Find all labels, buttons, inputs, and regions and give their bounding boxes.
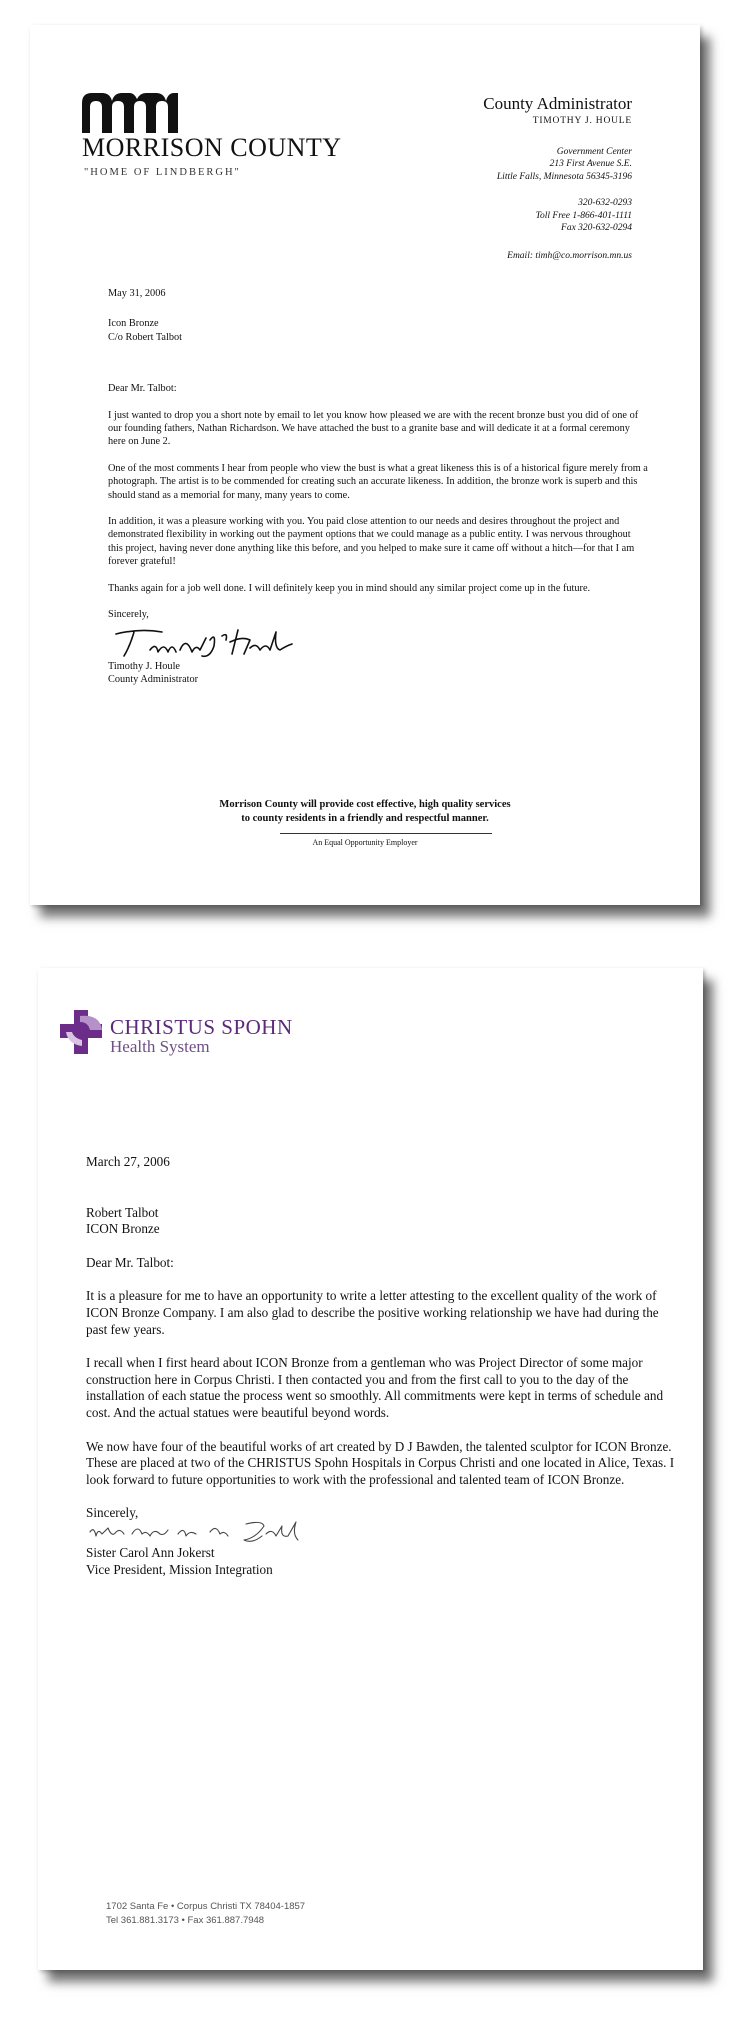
phone-line: Fax 320-632-0294 [561,223,632,234]
sender-phones [483,197,632,235]
closing: Sincerely, [86,1505,139,1521]
equal-opportunity-notice: An Equal Opportunity Employer [312,838,418,847]
paragraph: One of the most comments I hear from people who view the bust is what a great likeness this is of a historical figure merely from a photograph. The artist is to be commended for creating such an accurate likeness. In addition, the bronze work is superb and this should stand as a memorial for many, many years to come. [108,462,648,501]
letter-body [108,287,648,686]
letter-footer [106,1900,305,1928]
salutation: Dear Mr. Talbot: [86,1254,174,1270]
signer-name: Sister Carol Ann Jokerst [86,1544,215,1560]
divider [280,833,492,834]
paragraph: In addition, it was a pleasure working with you. You paid close attention to our needs and desires throughout the project and demonstrated flexibility in working out the payment options that we could manage as a public entity. I was nervous throughout this project, having never done anything like this before, and you helped to make sure it came off without a hitch—for that I am forever grateful! [108,516,635,568]
address-line: Little Falls, Minnesota 56345-3196 [496,171,632,182]
letterhead-contact [483,95,632,261]
county-tagline: "HOME OF LINDBERGH" [84,167,241,178]
christus-spohn-letter [38,968,703,1970]
phone-line: Toll Free 1-866-401-1111 [535,210,632,221]
organization-name: CHRISTUS SPOHN [110,1015,293,1039]
paragraph: It is a pleasure for me to have an opportunity to write a letter attesting to the excellent quality of the work of ICON Bronze Company. I am also glad to describe the positive working relationship we have had during the past few years. [86,1288,659,1337]
signer-title: Vice President, Mission Integration [86,1561,273,1577]
paragraph: We now have four of the beautiful works of art created by D J Bawden, the talented sculptor for ICON Bronze. These are placed at two of the CHRISTUS Spohn Hospitals in Corpus Christi and one located in Alice, Texas. I look forward to future opportunities to work with the professional and talented team of ICON Bronze. [86,1438,675,1487]
county-name: MORRISON COUNTY [82,133,342,162]
paragraph: Thanks again for a job well done. I will definitely keep you in mind should any similar project come up in the future. [108,582,591,594]
letter-body [86,1154,676,1578]
organization-subtitle: Health System [110,1037,210,1056]
closing: Sincerely, [108,609,149,621]
morrison-county-mark-icon [82,93,178,133]
recipient-line: ICON Bronze [86,1221,160,1237]
signer-name: Timothy J. Houle [108,660,180,672]
motto-line: to county residents in a friendly and respectful manner. [241,813,489,824]
sender-name: TIMOTHY J. HOULE [532,115,632,126]
phone-line: 320-632-0293 [578,198,632,209]
christus-spohn-logo [60,1010,293,1057]
recipient-line: C/o Robert Talbot [108,331,183,343]
sender-title: County Administrator [483,94,632,113]
morrison-county-letter [30,25,700,905]
sender-address [483,146,632,184]
motto-line: Morrison County will provide cost effective, high quality services [219,799,511,810]
recipient-block [108,317,648,344]
handwritten-signature-houle [110,626,300,660]
letter-date: May 31, 2006 [108,288,166,299]
footer-phones: Tel 361.881.3173 • Fax 361.887.7948 [106,1915,265,1926]
letter-date: March 27, 2006 [86,1154,170,1169]
handwritten-signature-jokerst [86,1518,316,1548]
county-motto [30,798,700,826]
sender-email: Email: timh@co.morrison.mn.us [507,250,632,261]
recipient-line: Icon Bronze [108,318,159,330]
salutation: Dear Mr. Talbot: [108,383,177,395]
address-line: Government Center [556,146,632,157]
christus-cross-icon [60,1010,102,1054]
paragraph: I recall when I first heard about ICON Bronze from a gentleman who was Project Director of some major construction here in Corpus Christi. I then contacted you and from the first call to you to the day of the installation of each statue the process went so smoothly. All commitments were kept in terms of schedule and cost. And the actual statues were beautiful beyond words. [86,1355,664,1420]
morrison-county-logo [82,93,372,178]
address-line: 213 First Avenue S.E. [549,159,632,170]
recipient-block [86,1205,676,1238]
footer-address: 1702 Santa Fe • Corpus Christi TX 78404-1857 [106,1901,306,1912]
recipient-line: Robert Talbot [86,1204,159,1220]
signer-title: County Administrator [108,673,199,685]
paragraph: I just wanted to drop you a short note by email to let you know how pleased we are with the recent bronze bust you did of one of our founding fathers, Nathan Richardson. We have attached the bust to a granite base and will dedicate it at a formal ceremony here on June 2. [108,409,639,448]
